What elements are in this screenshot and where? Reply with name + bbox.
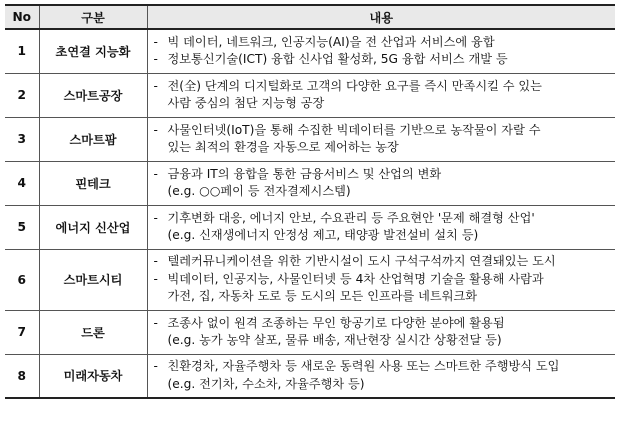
- document-page: [5, 4, 615, 399]
- content-line: [154, 78, 610, 96]
- row-category: 스마트시티: [39, 249, 147, 310]
- content-line: [154, 34, 610, 52]
- content-text: 사물인터넷(IoT)을 통해 수집한 빅데이터를 기반으로 농작물이 자랄 수: [167, 122, 541, 137]
- content-line: [154, 210, 610, 228]
- bullet-dash: -: [153, 210, 158, 225]
- table-row: [5, 249, 615, 310]
- content-text: 정보통신기술(ICT) 융합 신사업 활성화, 5G 융합 서비스 개발 등: [167, 52, 508, 67]
- table-row: [5, 205, 615, 249]
- row-content: [147, 161, 615, 205]
- content-text: 가전, 집, 자동차 도로 등 도시의 모든 인프라를 네트워크화: [167, 289, 478, 304]
- bullet-dash: -: [153, 78, 158, 93]
- bullet-dash: -: [153, 122, 158, 137]
- table-row: [5, 310, 615, 354]
- content-text: 조종사 없이 원격 조종하는 무인 항공기로 다양한 분야에 활용됨: [167, 315, 505, 330]
- row-content: [147, 29, 615, 73]
- row-number: 1: [5, 29, 39, 73]
- bullet-dash: -: [153, 271, 158, 286]
- bullet-dash: [154, 139, 168, 157]
- row-number: 5: [5, 205, 39, 249]
- content-line: [154, 139, 610, 157]
- bullet-dash: [154, 376, 168, 394]
- industry-table: [5, 4, 615, 399]
- row-category: 초연결 지능화: [39, 29, 147, 73]
- table-row: [5, 29, 615, 73]
- row-number: 6: [5, 249, 39, 310]
- content-text: 전(全) 단계의 디지털화로 고객의 다양한 요구를 즉시 만족시킬 수 있는: [167, 78, 542, 93]
- content-text: 사람 중심의 첨단 지능형 공장: [167, 96, 325, 110]
- row-category: 스마트팜: [39, 117, 147, 161]
- content-line: [154, 122, 610, 140]
- row-category: 핀테크: [39, 161, 147, 205]
- row-number: 7: [5, 310, 39, 354]
- bullet-dash: [154, 332, 168, 350]
- content-text: (e.g. 신재생에너지 안정성 제고, 태양광 발전설비 설치 등): [167, 228, 479, 242]
- content-line: [154, 358, 610, 376]
- content-line: [154, 166, 610, 184]
- table-row: [5, 354, 615, 398]
- table-row: [5, 73, 615, 117]
- content-line: [154, 288, 610, 306]
- header-category: 구분: [39, 5, 147, 29]
- content-text: (e.g. 농가 농약 살포, 물류 배송, 재난현장 실시간 상황전달 등): [167, 333, 502, 347]
- row-content: [147, 354, 615, 398]
- content-line: [154, 95, 610, 113]
- content-text: 금융과 IT의 융합을 통한 금융서비스 및 산업의 변화: [167, 166, 442, 181]
- bullet-dash: -: [153, 52, 158, 67]
- content-line: [154, 332, 610, 350]
- content-line: [154, 253, 610, 271]
- content-line: [154, 51, 610, 69]
- content-text: 친환경차, 자율주행차 등 새로운 동력원 사용 또는 스마트한 주행방식 도입: [167, 359, 560, 374]
- content-text: (e.g. 전기차, 수소차, 자율주행차 등): [167, 376, 365, 391]
- bullet-dash: -: [153, 315, 158, 330]
- row-content: [147, 205, 615, 249]
- bullet-dash: [154, 288, 168, 306]
- content-line: [154, 376, 610, 394]
- content-text: 빅데이터, 인공지능, 사물인터넷 등 4차 산업혁명 기술을 활용해 사람과: [167, 271, 544, 286]
- bullet-dash: [154, 95, 168, 113]
- content-line: [154, 315, 610, 333]
- table-header-row: [5, 5, 615, 29]
- row-number: 3: [5, 117, 39, 161]
- row-content: [147, 117, 615, 161]
- row-content: [147, 310, 615, 354]
- table-body: [5, 29, 615, 398]
- content-text: 기후변화 대응, 에너지 안보, 수요관리 등 주요현안 '문제 해결형 산업': [167, 210, 535, 225]
- content-line: [154, 271, 610, 289]
- content-line: [154, 227, 610, 245]
- bullet-dash: -: [153, 34, 158, 49]
- table-row: [5, 117, 615, 161]
- bullet-dash: [154, 183, 168, 201]
- bullet-dash: -: [153, 166, 158, 181]
- content-text: 텔레커뮤니케이션을 위한 기반시설이 도시 구석구석까지 연결돼있는 도시: [167, 254, 556, 269]
- row-number: 2: [5, 73, 39, 117]
- row-content: [147, 73, 615, 117]
- table-row: [5, 161, 615, 205]
- row-category: 드론: [39, 310, 147, 354]
- bullet-dash: -: [153, 254, 158, 269]
- bullet-dash: [154, 227, 168, 245]
- header-no: No: [5, 5, 39, 29]
- row-content: [147, 249, 615, 310]
- content-text: (e.g. ○○페이 등 전자결제시스템): [167, 184, 351, 198]
- header-content: 내용: [147, 5, 615, 29]
- row-number: 4: [5, 161, 39, 205]
- row-category: 스마트공장: [39, 73, 147, 117]
- row-category: 에너지 신산업: [39, 205, 147, 249]
- bullet-dash: -: [153, 359, 158, 374]
- row-category: 미래자동차: [39, 354, 147, 398]
- row-number: 8: [5, 354, 39, 398]
- content-line: [154, 183, 610, 201]
- content-text: 빅 데이터, 네트워크, 인공지능(AI)을 전 산업과 서비스에 융합: [167, 34, 495, 49]
- content-text: 있는 최적의 환경을 자동으로 제어하는 농장: [167, 140, 399, 154]
